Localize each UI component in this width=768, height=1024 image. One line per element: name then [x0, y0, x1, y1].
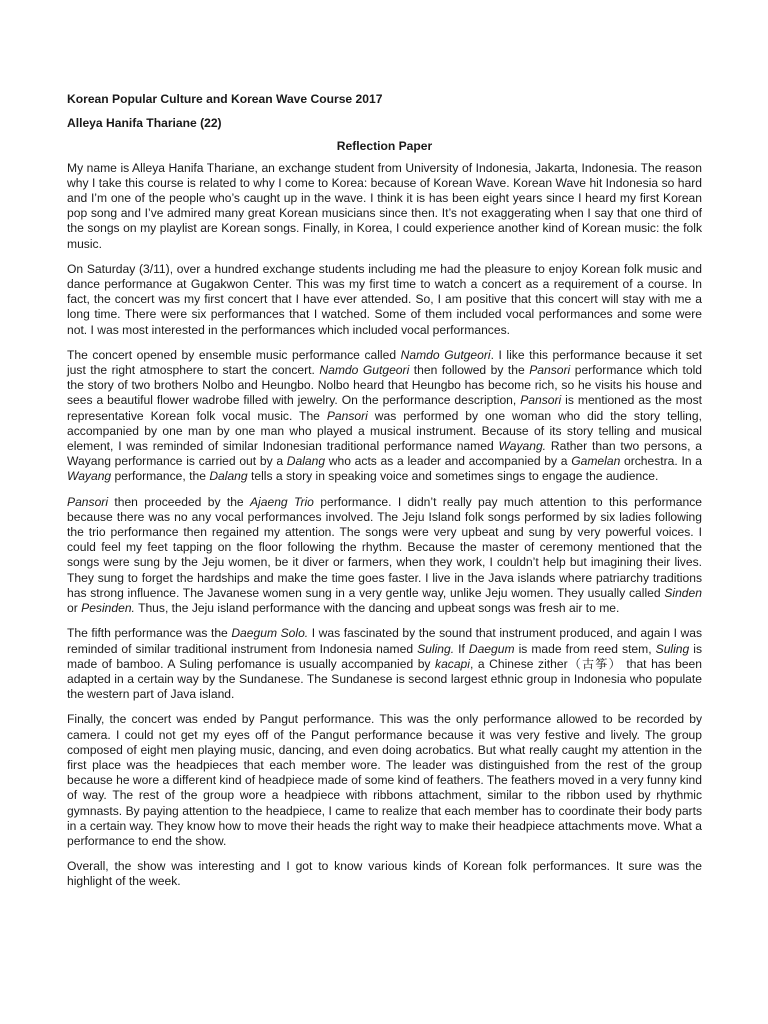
text-run: Overall, the show was interesting and I got to know various kinds of Korean folk performances. It sure was the highlight of the week.	[67, 859, 702, 889]
text-run: performance. I didn’t really pay much attention to this performance because there was no any vocal performances involved. The Jeju Island folk songs performed by six ladies following the trio performance then regained my attention. The songs were very upbeat and sung by very powerful voices. I could feel my feet tapping on the floor following the rhythm. Because the master of ceremony mentioned that the songs were sung by the Jeju women, be it diver or farmers, when they work, I couldn’t help but imagining their lives. They sung to forget the hardships and make the time goes faster. I live in the Java islands where patriarchy traditions has strong influence. The Javanese women sung in a very gentle way, unlike Jeju women. They usually called	[67, 494, 702, 600]
italic-term: Wayang.	[498, 439, 547, 454]
body-paragraph	[67, 262, 702, 338]
text-run: is mentioned as the most representative Korean folk vocal music. The	[67, 393, 702, 423]
italic-term: Daegum	[468, 641, 515, 656]
body-paragraph	[67, 495, 702, 617]
text-run: was performed by one woman who did the story telling, accompanied by one man by one man who played a musical instrument. Because of its story telling and musical element, I was reminded of similar Indonesian traditional performance named	[67, 408, 702, 454]
body-paragraph	[67, 161, 702, 252]
italic-term: Namdo Gutgeori	[319, 363, 410, 378]
italic-term: Pansori	[520, 393, 562, 408]
body-paragraph	[67, 348, 702, 485]
italic-term: kacapi	[435, 656, 470, 671]
text-run: is made of bamboo. A Suling perfomance is usually accompanied by	[67, 641, 703, 671]
body-paragraph	[67, 712, 702, 849]
italic-term: Suling	[655, 641, 690, 656]
italic-term: Namdo Gutgeori	[400, 347, 491, 362]
text-run: then proceeded by the	[108, 494, 250, 509]
body-paragraph	[67, 859, 702, 889]
text-run: Rather than two persons, a Wayang performance is carried out by a	[67, 439, 702, 469]
author-line: Alleya Hanifa Thariane (22)	[67, 116, 222, 131]
italic-term: Pesinden.	[81, 601, 135, 616]
italic-term: Pansori	[67, 494, 109, 509]
italic-term: Pansori	[529, 363, 571, 378]
text-run: or	[67, 601, 82, 616]
paper-body	[67, 161, 702, 890]
text-run: is made from reed stem,	[514, 641, 656, 656]
italic-term: Dalang	[286, 454, 326, 469]
italic-term: Suling.	[417, 641, 455, 656]
text-run: The fifth performance was the	[67, 626, 232, 641]
text-run: tells a story in speaking voice and sometimes sings to engage the audience.	[247, 469, 659, 484]
italic-term: Daegum Solo.	[231, 626, 309, 641]
text-run: orchestra. In a	[620, 454, 702, 469]
paper-title: Reflection Paper	[336, 139, 433, 154]
course-heading: Korean Popular Culture and Korean Wave Course 2017	[67, 92, 383, 106]
italic-term: Ajaeng Trio	[249, 494, 314, 509]
text-run: If	[454, 641, 469, 656]
italic-term: Wayang	[67, 469, 112, 484]
text-run: The concert opened by ensemble music performance called	[67, 347, 401, 362]
italic-term: Pansori	[326, 408, 368, 423]
text-run: who acts as a leader and accompanied by a	[325, 454, 572, 469]
text-run: performance which told the story of two brothers Nolbo and Heungbo. Nolbo heard that Heungbo has become rich, so he visits his house and sees a beautiful flower wadrobe filled with jewelry. On the performance description,	[67, 363, 703, 408]
text-run: Finally, the concert was ended by Pangut performance. This was the only performance allowed to be recorded by camera. I could not get my eyes off of the Pangut performance because it was very festive and lively. The group composed of eight men playing music, dancing, and even doing acrobatics. But what really caught my attention in the first place was the headpieces that each member wore. The leader was distinguished from the rest of the group because he wore a different kind of headpiece made of some kind of feathers. The feathers moved in a very funny kind of way. The rest of the group wore a headpiece with ribbons attachment, similar to the ribbon used by rhythmic gymnasts. By paying attention to the headpiece, I came to realize that each member has to coordinate their body parts in a certain way. They know how to move their heads the right way to make their headpiece attachments move. What a performance to end the show.	[67, 712, 702, 848]
text-run: , a Chinese zither（古筝） that has been adapted in a certain way by the Sundanese. The Sundanese is second largest ethnic group in Indonesia who populate the western part of Java island.	[67, 656, 702, 702]
italic-term: Sinden	[664, 585, 702, 600]
text-run: performance, the	[111, 469, 210, 484]
italic-term: Gamelan	[571, 454, 621, 469]
text-run: Thus, the Jeju island performance with the dancing and upbeat songs was fresh air to me.	[134, 601, 620, 616]
text-run: then followed by the	[409, 363, 530, 378]
body-paragraph	[67, 626, 702, 702]
text-run: I was fascinated by the sound that instrument produced, and again I was reminded of similar traditional instrument from Indonesia named	[67, 626, 702, 656]
text-run: . I like this performance because it set just the right atmosphere to start the concert.	[67, 347, 702, 378]
text-run: My name is Alleya Hanifa Thariane, an exchange student from University of Indonesia, Jakarta, Indonesia. The reason why I take this course is related to why I come to Korea: because of Korean Wave. Korean Wave hit Indonesia so hard and I’m one of the people who’s caught up in the wave. I think it is has been eight years since I heard my first Korean pop song and I’ve admired many great Korean musicians since then. It’s not exaggerating when I say that one third of the songs on my playlist are Korean songs. Finally, in Korea, I could experience another kind of Korean music: the folk music.	[67, 160, 702, 251]
text-run: On Saturday (3/11), over a hundred exchange students including me had the pleasure to enjoy Korean folk music and dance performance at Gugakwon Center. This was my first time to watch a concert as a requirement of a course. In fact, the concert was my first concert that I have ever attended. So, I am positive that this concert will stay with me a long time. There were six performances that I watched. Some of them included vocal performances and some were not. I was most interested in the performances which included vocal performances.	[67, 261, 702, 337]
italic-term: Dalang	[209, 469, 248, 484]
